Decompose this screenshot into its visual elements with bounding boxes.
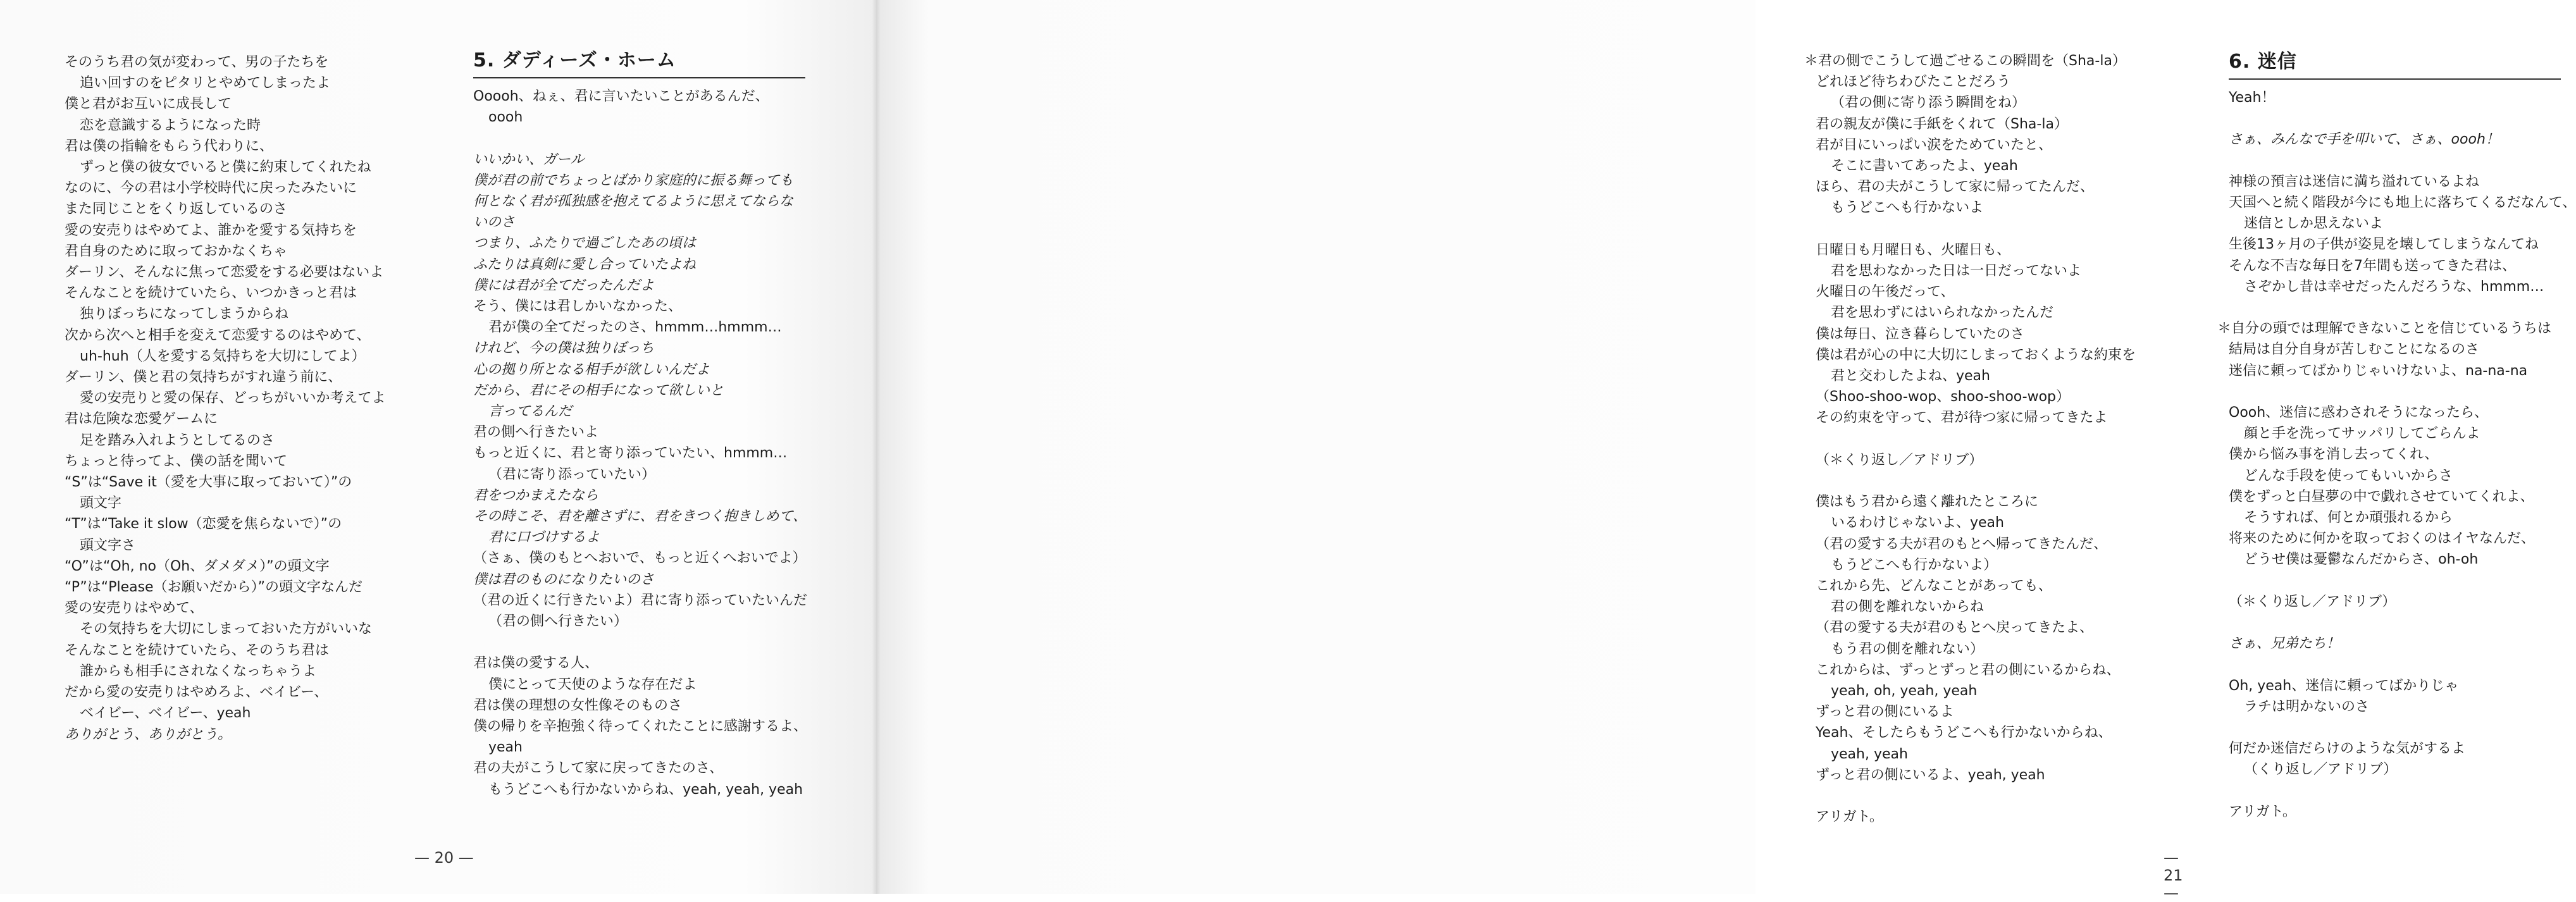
lyric-line: 火曜日の午後だって、 — [1816, 284, 1955, 300]
lyric-line: Yeah！ — [2229, 90, 2276, 106]
lyric-line: Yeah、そしたらもうどこへも行かないからね、 — [1816, 725, 2112, 741]
lyric-line: どれほど待ちわびたことだろう — [1816, 74, 2011, 90]
stanza-gap — [2229, 781, 2576, 801]
lyric-line: 愛の安売りはやめてよ、誰かを愛する気持ちを — [65, 222, 357, 238]
lyric-line: さぁ、兄弟たち！ — [2229, 636, 2341, 652]
lyric-line: uh-huh（人を愛する気持ちを大切にしてよ） — [80, 348, 366, 364]
lyric-line: （君の近くに行きたいよ）君に寄り添っていたいんだ — [473, 592, 808, 609]
page-left — [0, 0, 876, 894]
lyric-line: そんなことを続けていたら、そのうち君は — [65, 642, 330, 658]
lyric-line: 君の親友が僕に手紙をくれて（Sha-la） — [1816, 116, 2068, 132]
lyric-line: ずっと君の側にいるよ、yeah, yeah — [1816, 767, 2045, 783]
stanza-gap — [1816, 471, 2136, 491]
lyric-line: “T”は“Take it slow（恋愛を焦らないで）”の — [65, 516, 342, 533]
lyric-line: 愛の安売りと愛の保存、どっちがいいか考えてよ — [80, 390, 386, 407]
lyric-line: 君自身のために取っておかなくちゃ — [65, 243, 288, 259]
lyric-line: その気持ちを大切にしまっておいた方がいいな — [80, 621, 373, 638]
stanza-gap — [2229, 151, 2576, 171]
lyric-line: アリガト。 — [2229, 803, 2296, 820]
lyric-line: （さぁ、僕のもとへおいで、もっと近くへおいでよ） — [473, 550, 807, 567]
book-gutter — [872, 0, 881, 894]
lyric-line: 僕は君のものになりたいのさ — [473, 571, 655, 588]
lyric-line: （Shoo-shoo-wop、shoo-shoo-wop） — [1816, 389, 2071, 405]
page-right — [876, 0, 2576, 902]
lyric-line: 日曜日も月曜日も、火曜日も、 — [1816, 242, 2011, 258]
lyric-line: （君に寄り添っていたい） — [488, 466, 656, 483]
lyric-line: Ooooh、ねぇ、君に言いたいことがあるんだ、 — [473, 89, 769, 104]
lyric-line: 迷信に頼ってばかりじゃいけないよ、na-na-na — [2229, 362, 2528, 379]
stanza-gap — [2229, 654, 2576, 675]
lyric-line: もっと近くに、君と寄り添っていたい、hmmm… — [473, 445, 788, 462]
lyric-line: 結局は自分自身が苦しむことになるのさ — [2229, 342, 2480, 358]
lyric-line: ベイビー、ベイビー、yeah — [80, 705, 251, 722]
lyrics-body-5 — [473, 86, 807, 800]
lyric-line: もう君の側を離れない） — [1831, 641, 1985, 657]
lyric-line: 迷信としか思えないよ — [2244, 216, 2384, 232]
lyric-line: 愛の安売りはやめて、 — [65, 600, 204, 617]
lyric-line: 君は僕の理想の女性像そのものさ — [473, 697, 683, 714]
lyric-line: 僕は君が心の中に大切にしまっておくような約束を — [1816, 347, 2136, 363]
lyric-line: 生後13ヶ月の子供が姿見を壊してしまうなんてね — [2229, 237, 2539, 253]
lyric-line: 何となく君が孤独感を抱えてるように思えてならな — [473, 194, 794, 209]
lyric-line: yeah — [488, 739, 523, 756]
lyric-line: そうすれば、何とか頑張れるから — [2244, 510, 2453, 526]
lyric-line: そう、僕には君しかいなかった、 — [473, 299, 683, 315]
lyric-line: 将来のために何かを取っておくのはイヤなんだ、 — [2229, 531, 2536, 547]
lyric-line: 君に口づけするよ — [488, 529, 600, 546]
lyric-line: Oooh、迷信に惑わされそうになったら、 — [2229, 404, 2489, 421]
lyric-line: さぞかし昔は幸せだったんだろうな、hmmm… — [2244, 278, 2544, 295]
lyric-line: 君の夫がこうして家に戻ってきたのさ、 — [473, 760, 724, 777]
lyric-line: ほら、君の夫がこうして家に帰ってたんだ、 — [1816, 179, 2095, 195]
lyric-line: ＊自分の頭では理解できないことを信じているうちは — [2217, 321, 2552, 337]
lyric-line: 次から次へと相手を変えて恋愛するのはやめて、 — [65, 327, 371, 343]
lyric-line: もうどこへも行かないからね、yeah, yeah, yeah — [488, 781, 803, 798]
page-number-right: — 21 — — [2164, 849, 2183, 902]
lyric-line: 君は僕の指輪をもらう代わりに、 — [65, 138, 274, 154]
lyric-line: だから愛の安売りはやめろよ、ベイビー、 — [65, 684, 328, 701]
lyric-line: （君の愛する夫が君のもとへ戻ってきたよ、 — [1816, 620, 2094, 636]
lyric-line: Oh, yeah、迷信に頼ってばかりじゃ — [2229, 677, 2459, 694]
lyric-line: 僕と君がお互いに成長して — [65, 96, 232, 113]
lyric-line: 君と交わしたよね、yeah — [1831, 368, 1990, 385]
lyric-line: さぁ、みんなで手を叩いて、さぁ、oooh！ — [2229, 132, 2499, 148]
lyric-line: ふたりは真剣に愛し合っていたよね — [473, 256, 697, 273]
stanza-gap — [473, 128, 807, 149]
lyric-line: ありがとう、ありがとう。 — [65, 726, 232, 743]
lyric-line: （君の側へ行きたい） — [488, 614, 628, 630]
lyric-line: だから、君にその相手になって欲しいと — [473, 382, 724, 398]
page-number-left: — 20 — — [414, 849, 474, 867]
lyric-line: 天国へと続く階段が今にも地上に落ちてくるだなんて、 — [2229, 194, 2576, 211]
lyric-line: どんな手段を使ってもいいからさ — [2244, 467, 2453, 484]
lyric-line: 頭文字さ — [80, 537, 136, 553]
lyric-line: 君の側へ行きたいよ — [473, 424, 599, 441]
lyric-line: 君を思わずにはいられなかったんだ — [1831, 305, 2054, 321]
lyric-line: いるわけじゃないよ、yeah — [1831, 515, 2004, 531]
lyrics-body-6 — [2217, 87, 2576, 822]
lyric-line: 独りぼっちになってしまうからね — [80, 306, 289, 323]
lyric-line: そんなことを続けていたら、いつかきっと君は — [65, 285, 357, 302]
lyric-line: 僕の帰りを辛抱強く待ってくれたことに感謝するよ、 — [473, 719, 808, 735]
lyric-line: 僕は毎日、泣き暮らしていたのさ — [1816, 326, 2025, 342]
lyric-line: 僕をずっと白昼夢の中で戯れさせていてくれよ、 — [2229, 488, 2534, 505]
stanza-gap — [2229, 108, 2576, 129]
lyric-line: もうどこへも行かないよ） — [1831, 557, 1998, 573]
lyric-line: yeah, oh, yeah, yeah — [1831, 683, 1978, 700]
lyric-line: “O”は“Oh, no（Oh、ダメダメ）”の頭文字 — [65, 558, 330, 574]
song-title-5: 5. ダディーズ・ホーム — [473, 48, 805, 78]
lyric-line: 君が僕の全てだったのさ、hmmm…hmmm… — [488, 319, 782, 336]
lyric-line: （＊くり返し／アドリブ） — [2229, 593, 2396, 610]
stanza-gap — [2229, 571, 2576, 591]
lyric-line: ちょっと待ってよ、僕の話を聞いて — [65, 453, 288, 469]
lyric-line: これから先、どんなことがあっても、 — [1816, 578, 2052, 595]
lyric-line: いのさ — [473, 214, 516, 231]
lyric-line: ダーリン、そんなに焦って恋愛をする必要はないよ — [65, 264, 384, 281]
lyric-line: 追い回すのをピタリとやめてしまったよ — [80, 75, 331, 92]
lyric-line: これからは、ずっとずっと君の側にいるからね、 — [1816, 662, 2121, 678]
lyric-line: なのに、今の君は小学校時代に戻ったみたいに — [65, 180, 357, 197]
lyrics-column-2 — [473, 48, 807, 800]
lyric-line: 言ってるんだ — [488, 404, 573, 420]
lyric-line: oooh — [488, 109, 523, 126]
lyric-line: 君の側を離れないからね — [1831, 599, 1985, 615]
lyrics-column-4 — [2217, 49, 2576, 822]
stanza-gap — [1816, 429, 2136, 450]
lyric-line: 君が目にいっぱい涙をためていたと、 — [1816, 137, 2053, 153]
lyric-line: ダーリン、僕と君の気持ちがすれ違う前に、 — [65, 369, 342, 386]
lyric-line: その時こそ、君を離さずに、君をきつく抱きしめて、 — [473, 509, 807, 525]
lyric-line: 僕にとって天使のような存在だよ — [488, 676, 697, 693]
lyric-line: また同じことをくり返しているのさ — [65, 201, 288, 218]
lyric-line: 君を思わなかった日は一日だってないよ — [1831, 263, 2082, 280]
lyric-line: （くり返し／アドリブ） — [2244, 762, 2398, 778]
song-title-6: 6. 迷信 — [2229, 49, 2561, 80]
lyric-line: 頭文字 — [80, 495, 122, 512]
lyric-line: そのうち君の気が変わって、男の子たちを — [65, 54, 329, 70]
lyric-line: いいかい、ガール — [473, 151, 585, 168]
lyrics-column-3 — [1804, 51, 2136, 827]
lyric-line: ラチは明かないのさ — [2244, 698, 2370, 715]
lyric-line: もうどこへも行かないよ — [1831, 200, 1984, 216]
lyric-line: ＊君の側でこうして過ごせるこの瞬間を（Sha-la） — [1804, 53, 2126, 69]
lyric-line: 恋を意識するようになった時 — [80, 117, 261, 133]
lyric-line: 僕が君の前でちょっとばかり家庭的に振る舞っても — [473, 172, 794, 188]
stanza-gap — [1816, 786, 2136, 806]
lyric-line: （＊くり返し／アドリブ） — [1816, 452, 1983, 468]
lyric-line: つまり、ふたりで過ごしたあの頃は — [473, 235, 697, 252]
lyric-line: 心の拠り所となる相手が欲しいんだよ — [473, 361, 710, 378]
lyric-line: 僕から悩み事を消し去ってくれ、 — [2229, 447, 2439, 463]
lyric-line: ずっと僕の彼女でいると僕に約束してくれたね — [80, 159, 371, 176]
lyric-line: 足を踏み入れようとしてるのさ — [80, 432, 275, 448]
lyric-line: 僕には君が全てだったんだよ — [473, 277, 655, 293]
lyric-line: （君の愛する夫が君のもとへ帰ってきたんだ、 — [1816, 536, 2108, 552]
lyric-line: yeah, yeah — [1831, 746, 1908, 762]
lyrics-column-1 — [65, 52, 386, 745]
lyric-line: 何だか迷信だらけのような気がするよ — [2229, 741, 2466, 757]
stanza-gap — [2229, 381, 2576, 402]
lyric-line: 誰からも相手にされなくなっちゃうよ — [80, 663, 317, 679]
lyric-line: アリガト。 — [1816, 809, 1883, 825]
lyric-line: どうせ僕は憂鬱なんだからさ、oh-oh — [2244, 552, 2479, 568]
lyric-line: けれど、今の僕は独りぼっち — [473, 340, 655, 357]
stanza-gap — [1816, 219, 2136, 240]
lyric-line: ずっと君の側にいるよ — [1816, 704, 1954, 720]
lyric-line: そんな不吉な毎日を7年間も送ってきた君は、 — [2229, 257, 2516, 274]
lyric-line: そこに書いてあったよ、yeah — [1831, 158, 2018, 175]
lyric-line: （君の側に寄り添う瞬間をね） — [1831, 95, 2026, 111]
stanza-gap — [2229, 297, 2576, 318]
stanza-gap — [473, 632, 807, 653]
lyric-line: “S”は“Save it（愛を大事に取っておいて）”の — [65, 474, 352, 491]
lyric-line: “P”は“Please（お願いだから）”の頭文字なんだ — [65, 579, 362, 596]
lyric-line: 君は危険な恋愛ゲームに — [65, 411, 218, 428]
lyric-line: 僕はもう君から遠く離れたところに — [1816, 494, 2039, 510]
lyric-line: 顔と手を洗ってサッパリしてごらんよ — [2244, 426, 2480, 442]
stanza-gap — [2229, 717, 2576, 738]
lyric-line: 神様の預言は迷信に満ち溢れているよね — [2229, 173, 2480, 190]
lyric-line: 君は僕の愛する人、 — [473, 655, 599, 672]
stanza-gap — [2229, 612, 2576, 633]
lyric-line: 君をつかまえたなら — [473, 487, 599, 504]
lyric-line: その約束を守って、君が待つ家に帰ってきたよ — [1816, 410, 2108, 426]
